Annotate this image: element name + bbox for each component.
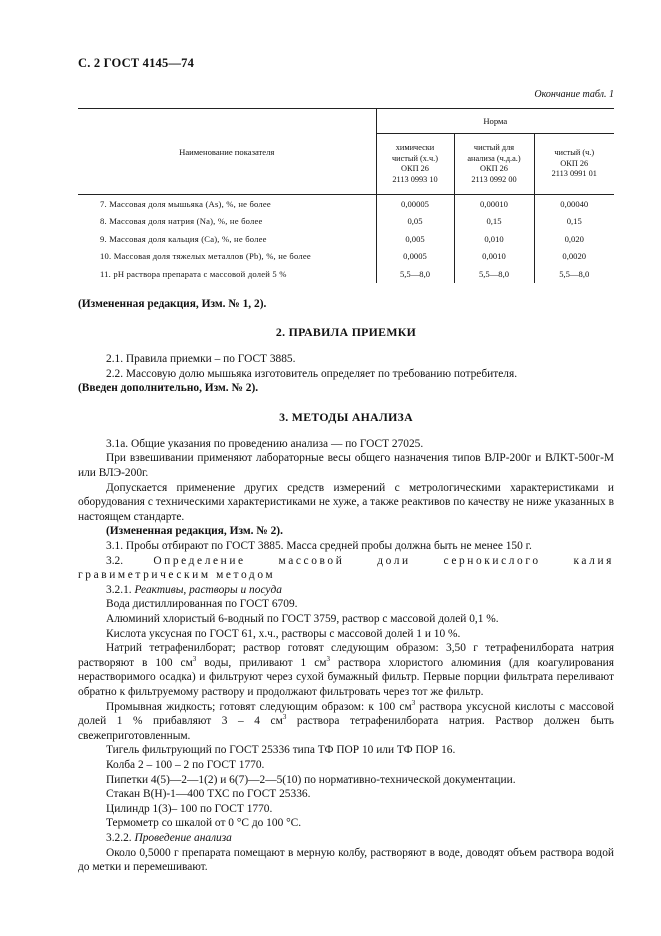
paragraph	[78, 554, 614, 583]
cell-value: 0,00040	[534, 195, 614, 213]
list-item: Стакан В(Н)-1—400 ТХС по ГОСТ 25336.	[106, 788, 311, 801]
list-item: Кислота уксусная по ГОСТ 61, х.ч., растворы с массовой долей 1 и 10 %.	[106, 627, 461, 640]
clause-title: Проведение анализа	[134, 831, 232, 844]
cell-value: 0,0005	[376, 248, 454, 266]
grade-line: ОКП 26	[560, 158, 589, 168]
paragraph	[78, 583, 614, 598]
cell-value: 0,005	[376, 230, 454, 248]
list-item: Цилиндр 1(3)– 100 по ГОСТ 1770.	[106, 802, 273, 815]
text-run: Натрий тетрафенилборат; раствор готовят следующим образом: 3,50 г тетрафенилбората натрия растворяют в 100 см	[78, 642, 614, 669]
grade-line: анализа (ч.д.а.)	[467, 153, 521, 163]
column-header-name: Наименование показателя	[78, 109, 376, 195]
grade-line: 2113 0992 00	[471, 174, 517, 184]
superscript: 3	[411, 698, 416, 707]
text-block	[78, 297, 614, 312]
table-row	[78, 265, 614, 283]
list-item: Термометр со шкалой от 0 °С до 100 °С.	[106, 817, 302, 830]
amendment-note: (Измененная редакция, Изм. № 2).	[106, 525, 283, 538]
paragraph	[78, 641, 614, 699]
grade-line: 2113 0991 01	[551, 169, 597, 179]
paragraph: 3.1. Пробы отбирают по ГОСТ 3885. Масса средней пробы должна быть не менее 150 г.	[106, 540, 532, 553]
row-name: 10. Массовая доля тяжелых металлов (Pb), %, не более	[100, 251, 311, 262]
cell-value: 0,05	[376, 213, 454, 231]
cell-value: 0,020	[534, 230, 614, 248]
document-page	[78, 56, 614, 875]
table-row	[78, 213, 614, 231]
cell-value: 0,0020	[534, 248, 614, 266]
grade-line: ОКП 26	[401, 164, 429, 173]
amendment-note: (Измененная редакция, Изм. № 1, 2).	[78, 297, 267, 310]
table-row	[78, 195, 614, 213]
paragraph	[78, 700, 614, 744]
section-title-3: 3. МЕТОДЫ АНАЛИЗА	[279, 409, 413, 424]
grade-header-chda	[454, 134, 534, 195]
paragraph	[78, 831, 614, 846]
superscript: 3	[192, 654, 197, 663]
list-item: Тигель фильтрующий по ГОСТ 25336 типа ТФ ПОР 10 или ТФ ПОР 16.	[106, 744, 456, 757]
row-name: 7. Массовая доля мышьяка (As), %, не более	[100, 198, 271, 209]
table-row	[78, 248, 614, 266]
paragraph: 2.1. Правила приемки – по ГОСТ 3885.	[106, 353, 296, 366]
superscript: 3	[326, 654, 331, 663]
grade-header-ch	[534, 134, 614, 195]
paragraph: Около 0,5000 г препарата помещают в мерную колбу, растворяют в воде, доводят объем раствора водой до метки и перемешивают.	[78, 846, 614, 874]
cell-value: 0,00005	[376, 195, 454, 213]
row-name: 8. Массовая доля натрия (Na), %, не более	[100, 216, 263, 227]
clause-number: 3.2.1.	[106, 583, 132, 596]
table-caption: Окончание табл. 1	[534, 89, 614, 100]
clause-number: 3.2.	[106, 554, 124, 567]
cell-value: 5,5—8,0	[534, 265, 614, 283]
grade-line: чистый (ч.)	[554, 148, 595, 158]
list-item: Алюминий хлористый 6-водный по ГОСТ 3759, раствор с массовой долей 0,1 %.	[106, 613, 499, 625]
text-run: воды, приливают 1 см	[196, 656, 327, 669]
grade-line: чистый для	[473, 143, 515, 152]
grade-line: чистый (х.ч.)	[391, 153, 438, 163]
list-item: Колба 2 – 100 – 2 по ГОСТ 1770.	[106, 758, 265, 771]
section-title-2: 2. ПРАВИЛА ПРИЕМКИ	[275, 325, 417, 340]
row-name: 9. Массовая доля кальция (Са), %, не более	[100, 233, 267, 244]
paragraph: 3.1а. Общие указания по проведению анализа — по ГОСТ 27025.	[106, 437, 424, 450]
cell-value: 5,5—8,0	[454, 265, 534, 283]
text-run: Промывная жидкость; готовят следующим образом: к 100 см	[106, 700, 412, 713]
cell-value: 0,15	[454, 213, 534, 231]
row-name: 11. pH раствора препарата с массовой долей 5 %	[100, 268, 287, 279]
section-3-body	[78, 437, 614, 875]
column-header-norm: Норма	[376, 109, 614, 134]
clause-number: 3.2.2.	[106, 831, 132, 844]
amendment-note: (Введен дополнительно, Изм. № 2).	[78, 382, 259, 395]
cell-value: 0,010	[454, 230, 534, 248]
grade-header-hch	[376, 134, 454, 195]
paragraph: Допускается применение других средств измерений с метрологическими характеристиками и оборудования с техническими характеристиками не хуже, а также реактивов по качеству не ниже указанных в настоящем стандарте.	[78, 481, 614, 523]
table-row	[78, 230, 614, 248]
cell-value: 0,15	[534, 213, 614, 231]
text-run: раствора хлористого алюминия (для коагулирования нерастворимого осадка) и фильтруют через сухой бумажный фильтр. Первые порции фильтрата переливают обратно к фильтруемому раствору и продолжают фильтровать через тот же фильтр.	[78, 656, 615, 698]
text-run: раствора тетрафенилбората натрия. Раствор должен быть свежеприготовленным.	[78, 715, 615, 742]
grade-line: ОКП 26	[480, 164, 508, 173]
grade-line: 2113 0993 10	[392, 174, 438, 184]
page-header: С. 2 ГОСТ 4145—74	[78, 56, 195, 70]
paragraph: При взвешивании применяют лабораторные весы общего назначения типов ВЛР-200г и ВЛКТ-500г-М или ВЛЭ-200г.	[78, 452, 614, 480]
list-item: Пипетки 4(5)—2—1(2) и 6(7)—2—5(10) по нормативно-технической документации.	[106, 773, 516, 786]
section-2-body	[78, 352, 614, 396]
superscript: 3	[282, 713, 287, 722]
grade-line: химически	[395, 143, 435, 152]
cell-value: 0,00010	[454, 195, 534, 213]
cell-value: 5,5—8,0	[376, 265, 454, 283]
clause-title: Реактивы, растворы и посуда	[134, 583, 282, 596]
cell-value: 0,0010	[454, 248, 534, 266]
text-run: раствора уксусной кислоты с массовой долей 1 % прибавляют 3 – 4 см	[78, 700, 614, 728]
paragraph: 2.2. Массовую долю мышьяка изготовитель определяет по требованию потребителя.	[106, 367, 518, 380]
list-item: Вода дистиллированная по ГОСТ 6709.	[106, 598, 298, 611]
norm-table	[78, 108, 614, 283]
clause-title: Определение массовой доли сернокислого калия гравиметрическим методом	[78, 554, 614, 582]
